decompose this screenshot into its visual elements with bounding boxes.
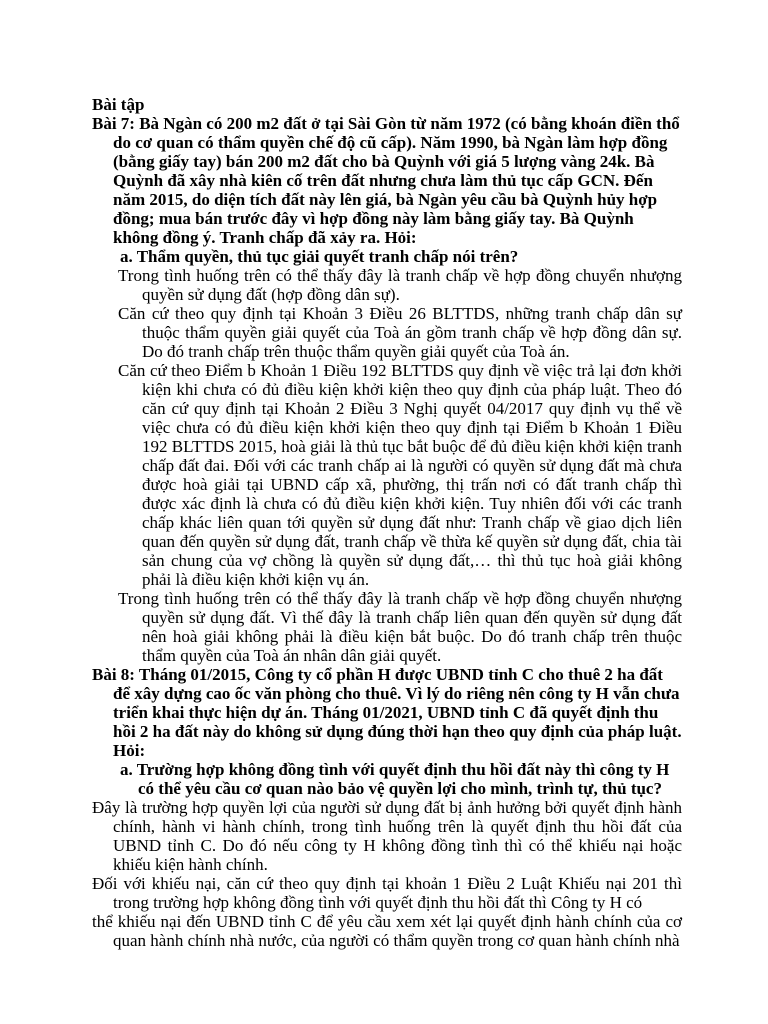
problem-7-answer-paragraph: Căn cứ theo quy định tại Khoản 3 Điều 26 BLTTDS, những tranh chấp dân sự thuộc thẩm quyền giải quyết của Toà án gồm tranh chấp về hợp đồng dân sự. Do đó tranh chấp trên thuộc thẩm quyền giải quyết của Toà án. — [118, 304, 682, 361]
problem-7-answer-paragraph: Căn cứ theo Điểm b Khoản 1 Điều 192 BLTTDS quy định về việc trả lại đơn khởi kiện khi chưa có đủ điều kiện khởi kiện theo quy định của pháp luật. Theo đó căn cứ quy định tại Khoản 2 Điều 3 Nghị quyết 04/2017 quy định vụ thể về việc chưa có đủ điều kiện khởi kiện theo quy định tại Điểm b Khoản 1 Điều 192 BLTTDS 2015, hoà giải là thủ tục bắt buộc để đủ điều kiện khởi kiện tranh chấp đất đai. Đối với các tranh chấp ai là người có quyền sử dụng đất mà chưa được hoà giải tại UBND cấp xã, phường, thị trấn nơi có đất tranh chấp thì được xác định là chưa có đủ điều kiện khởi kiện. Tuy nhiên đối với các tranh chấp khác liên quan tới quyền sử dụng đất như: Tranh chấp về giao dịch liên quan đến quyền sử dụng đất, tranh chấp về thừa kế quyền sử dụng đất, chia tài sản chung của vợ chồng là quyền sử dụng đất,… thì thủ tục hoà giải không phải là điều kiện khởi kiện vụ án. — [118, 361, 682, 589]
section-heading: Bài tập — [92, 95, 145, 114]
problem-8-answer-paragraph: thể khiếu nại đến UBND tỉnh C để yêu cầu xem xét lại quyết định hành chính của cơ quan hành chính nhà nước, của người có thẩm quyền trong cơ quan hành chính nhà — [92, 912, 682, 950]
problem-7-answer-paragraph: Trong tình huống trên có thể thấy đây là tranh chấp về hợp đồng chuyển nhượng quyền sử dụng đất (hợp đồng dân sự). — [118, 266, 682, 304]
problem-8-answer-paragraph: Đây là trường hợp quyền lợi của người sử dụng đất bị ảnh hưởng bởi quyết định hành chính, hành vi hành chính, trong tình huống trên là quyết định thu hồi đất của UBND tỉnh C. Do đó nếu công ty H không đồng tình thì có thể khiếu nại hoặc khiếu kiện hành chính. — [92, 798, 682, 874]
problem-8-question-a: a. Trường hợp không đồng tình với quyết định thu hồi đất này thì công ty H có thể yêu cầu cơ quan nào bảo vệ quyền lợi cho mình, trình tự, thủ tục? — [120, 760, 670, 798]
problem-7-statement: Bài 7: Bà Ngàn có 200 m2 đất ở tại Sài Gòn từ năm 1972 (có bằng khoán điền thổ do cơ quan có thẩm quyền chế độ cũ cấp). Năm 1990, bà Ngàn làm hợp đồng (bằng giấy tay) bán 200 m2 đất cho bà Quỳnh với giá 5 lượng vàng 24k. Bà Quỳnh đã xây nhà kiên cố trên đất nhưng chưa làm thủ tục cấp GCN. Đến năm 2015, do diện tích đất này lên giá, bà Ngàn yêu cầu bà Quỳnh hủy hợp đồng; mua bán trước đây vì hợp đồng này làm bằng giấy tay. Bà Quỳnh không đồng ý. Tranh chấp đã xảy ra. Hỏi: — [92, 114, 680, 247]
problem-8-answer-paragraph: Đối với khiếu nại, căn cứ theo quy định tại khoản 1 Điều 2 Luật Khiếu nại 201 thì trong trường hợp không đồng tình với quyết định thu hồi đất thì Công ty H có — [92, 874, 682, 912]
problem-7-answer-paragraph: Trong tình huống trên có thể thấy đây là tranh chấp về hợp đồng chuyển nhượng quyền sử dụng đất. Vì thế đây là tranh chấp liên quan đến quyền sử dụng đất nên hoà giải không phải là điều kiện bắt buộc. Do đó tranh chấp trên thuộc thẩm quyền của Toà án nhân dân giải quyết. — [118, 589, 682, 665]
problem-8-statement: Bài 8: Tháng 01/2015, Công ty cổ phần H được UBND tỉnh C cho thuê 2 ha đất để xây dựng cao ốc văn phòng cho thuê. Vì lý do riêng nên công ty H vẫn chưa triển khai thực hiện dự án. Tháng 01/2021, UBND tỉnh C đã quyết định thu hồi 2 ha đất này do không sử dụng đúng thời hạn theo quy định của pháp luật. Hỏi: — [92, 665, 682, 760]
problem-7-question-a: a. Thẩm quyền, thủ tục giải quyết tranh chấp nói trên? — [120, 247, 519, 266]
